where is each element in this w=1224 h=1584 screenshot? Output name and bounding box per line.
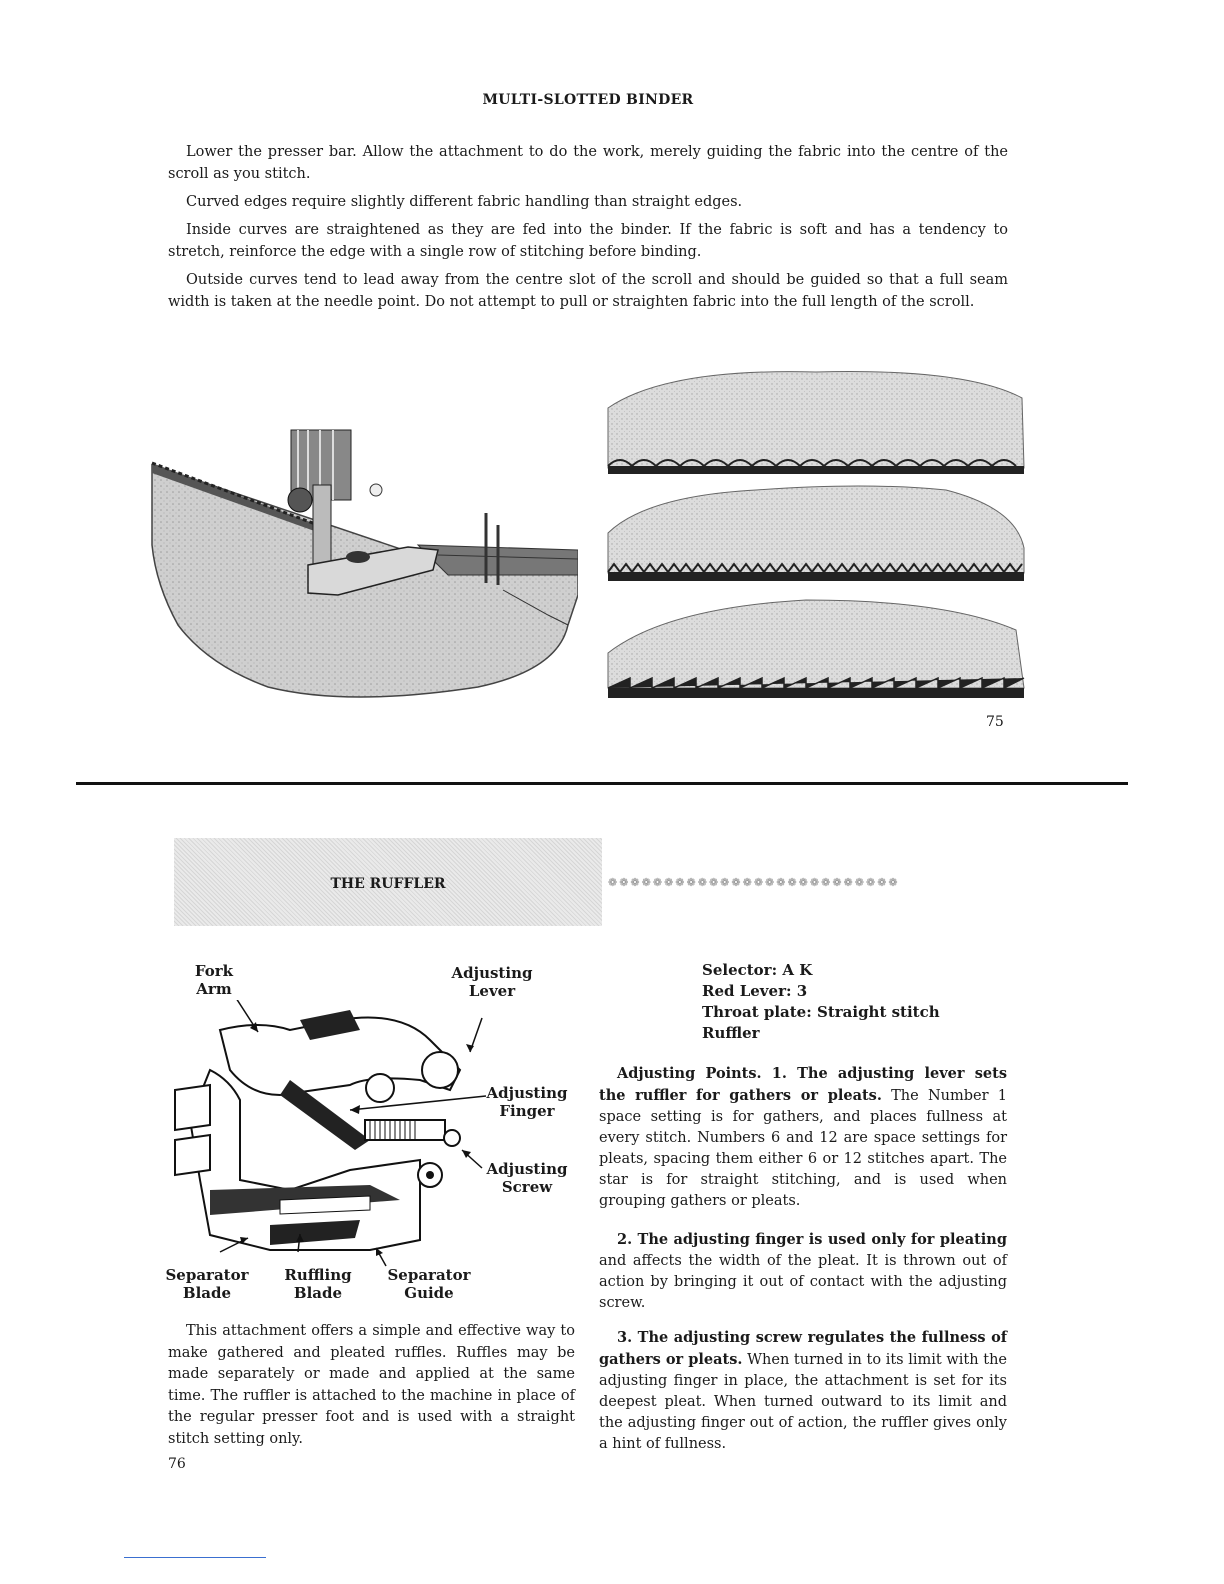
paragraph: Lower the presser bar. Allow the attachment to do the work, merely guiding the fabric into the centre of the scroll as you stitch. [168, 144, 1008, 182]
stitch-samples-illustration [606, 368, 1026, 708]
label-adjusting-finger: Adjusting Finger [486, 1084, 568, 1120]
point-2: 2. The adjusting finger is used only for pleating and affects the width of the pleat. It is thrown out of action by bringing it out of contact with the adjusting screw. [599, 1231, 1007, 1311]
label-separator-blade: Separator Blade [165, 1266, 249, 1302]
binder-sewing-illustration [148, 425, 578, 725]
label-adjusting-screw: Adjusting Screw [486, 1160, 568, 1196]
label-fork-arm: Fork Arm [194, 962, 234, 998]
page-number: 75 [986, 714, 1004, 730]
section-banner [174, 838, 602, 926]
instructions-text [168, 141, 1008, 313]
red-lever-setting: Red Lever: 3 [702, 982, 808, 1000]
decorative-dot-row: ❁❁❁❁❁❁❁❁❁❁❁❁❁❁❁❁❁❁❁❁❁❁❁❁❁❁ [608, 876, 900, 889]
machine-settings [702, 960, 940, 1044]
ruffler-intro-text: This attachment offers a simple and effective way to make gathered and pleated ruffles. Ruffles may be made separately or made and applied at the same time. The ruffler is attached to the machine in place of the regular presser foot and is used with a straight stitch setting only. [168, 1323, 575, 1447]
label-ruffling-blade: Ruffling Blade [284, 1266, 352, 1302]
point-3: 3. The adjusting screw regulates the fullness of gathers or pleats. When turned in to its limit with the adjusting finger in place, the attachment is set for its deepest pleat. When turned outward to its limit and the adjusting finger out of action, the ruffler gives only a hint of fullness. [599, 1329, 1007, 1452]
page-number: 76 [168, 1456, 186, 1472]
paragraph: Outside curves tend to lead away from the centre slot of the scroll and should be guided so that a full seam width is taken at the needle point. Do not attempt to pull or straighten fabric into the full length of the scroll. [168, 272, 1008, 310]
selector-setting: Selector: A K [702, 961, 813, 979]
section-title: THE RUFFLER [330, 876, 446, 892]
sawtooth-stitch-sample [608, 600, 1024, 698]
point-1: Adjusting Points. 1. The adjusting lever sets the ruffler for gathers or pleats. The Number 1 space setting is for gathers, and places fullness at every stitch. Numbers 6 and 12 are space settings for pleats, spacing them either 6 or 12 stitches apart. The star is for straight stitching, and is used when grouping gathers or pleats. [599, 1065, 1007, 1209]
page-divider [76, 782, 1128, 785]
page-title: MULTI-SLOTTED BINDER [482, 92, 694, 108]
diagram-callout-arrows [200, 1000, 600, 1270]
paragraph: Inside curves are straightened as they are fed into the binder. If the fabric is soft and has a tendency to stretch, reinforce the edge with a single row of stitching before binding. [168, 222, 1008, 260]
scallop-stitch-sample [608, 372, 1024, 474]
label-separator-guide: Separator Guide [387, 1266, 471, 1302]
paragraph: Curved edges require slightly different fabric handling than straight edges. [186, 194, 743, 210]
label-adjusting-lever: Adjusting Lever [451, 964, 533, 1000]
foot-setting: Ruffler [702, 1024, 760, 1042]
throat-plate-setting: Throat plate: Straight stitch [702, 1003, 940, 1021]
zigzag-stitch-sample [608, 486, 1024, 581]
footer-rule [124, 1557, 266, 1558]
